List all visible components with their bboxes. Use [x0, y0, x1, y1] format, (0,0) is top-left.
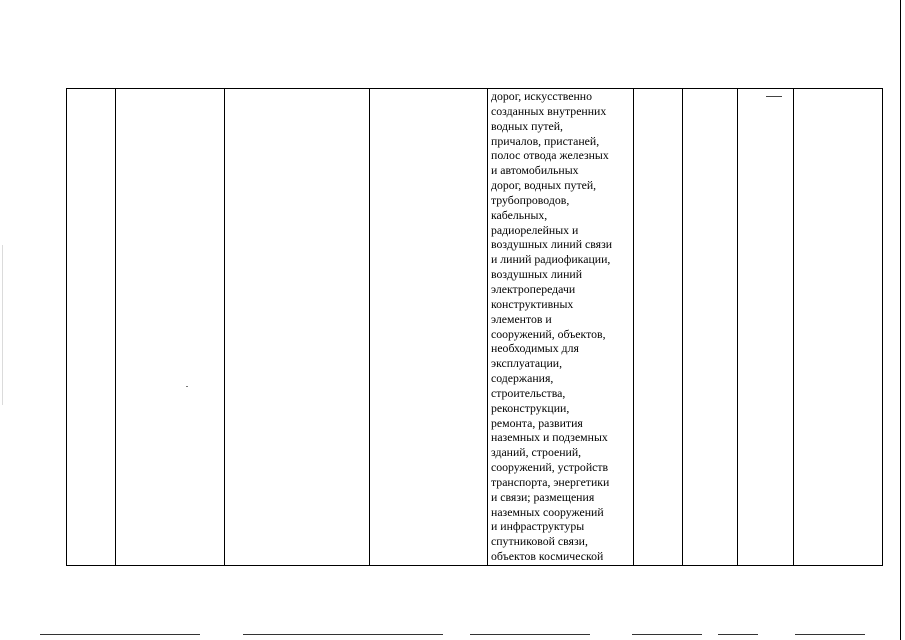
- text-line: полос отвода железных: [491, 148, 609, 163]
- column-divider: [793, 88, 794, 566]
- text-line: строительства,: [491, 385, 566, 400]
- text-line: сооружений, объектов,: [491, 326, 606, 341]
- text-line: воздушных линий связи: [491, 237, 613, 252]
- column-divider: [369, 88, 370, 566]
- scan-bottom-line: [243, 634, 443, 635]
- scan-speck: [766, 96, 782, 97]
- text-line: наземных сооружений: [491, 504, 604, 519]
- text-line: созданных внутренних: [491, 103, 607, 118]
- text-line: конструктивных: [491, 296, 574, 311]
- scan-margin-noise: [2, 245, 3, 405]
- text-line: электропередачи: [491, 281, 576, 296]
- scan-bottom-line: [40, 634, 200, 635]
- column-divider: [682, 88, 683, 566]
- column-divider: [487, 88, 488, 566]
- text-line: причалов, пристаней,: [491, 133, 600, 148]
- scan-edge-line: [900, 0, 901, 640]
- text-line: кабельных,: [491, 207, 548, 222]
- scan-bottom-line: [718, 634, 758, 635]
- text-line: радиорелейных и: [491, 222, 579, 237]
- text-line: водных путей,: [491, 118, 564, 133]
- text-line: и линий радиофикации,: [491, 252, 611, 267]
- text-line: трубопроводов,: [491, 192, 570, 207]
- text-line: и автомобильных: [491, 163, 579, 178]
- scan-bottom-line: [470, 634, 590, 635]
- column-divider: [224, 88, 225, 566]
- column-divider: [115, 88, 116, 566]
- text-line: дорог, искусственно: [491, 89, 593, 103]
- text-line: и связи; размещения: [491, 489, 595, 504]
- text-line: объектов космической: [491, 549, 604, 564]
- table-cell-description: [491, 89, 633, 564]
- text-line: эксплуатации,: [491, 356, 563, 371]
- text-line: зданий, строений,: [491, 445, 582, 460]
- text-line: содержания,: [491, 371, 554, 386]
- scan-bottom-line: [795, 634, 865, 635]
- text-line: спутниковой связи,: [491, 534, 588, 549]
- text-line: транспорта, энергетики: [491, 474, 610, 489]
- scan-bottom-line: [632, 634, 702, 635]
- text-line: и инфраструктуры: [491, 519, 585, 534]
- text-line: необходимых для: [491, 341, 579, 356]
- text-line: воздушных линий: [491, 267, 583, 282]
- text-line: наземных и подземных: [491, 430, 608, 445]
- text-line: сооружений, устройств: [491, 460, 609, 475]
- scan-speck: [186, 386, 188, 387]
- column-divider: [633, 88, 634, 566]
- text-line: реконструкции,: [491, 400, 570, 415]
- column-divider: [737, 88, 738, 566]
- text-line: ремонта, развития: [491, 415, 583, 430]
- text-line: элементов и: [491, 311, 552, 326]
- table-frame: [66, 88, 883, 566]
- text-line: дорог, водных путей,: [491, 178, 597, 193]
